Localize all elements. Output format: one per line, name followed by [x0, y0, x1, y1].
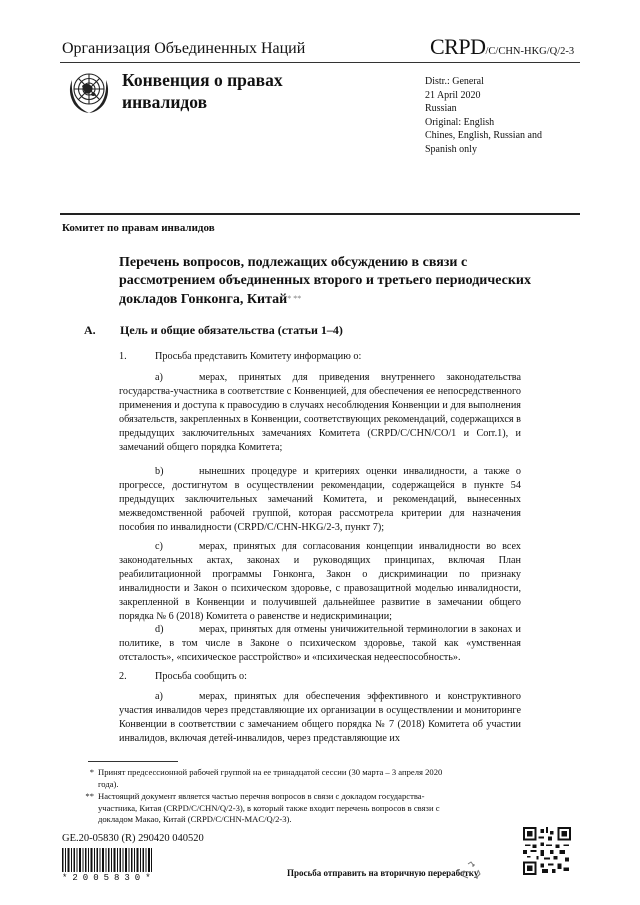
- un-emblem-icon: [64, 66, 114, 116]
- job-number: GE.20-05830 (R) 290420 040520: [62, 833, 204, 844]
- section-letter: A.: [84, 323, 96, 337]
- footnote-text: Настоящий документ является частью перечня вопросов в связи с докладом государства-участника, Китая (CRPD/C/CHN/Q/2-3), в который также входит перечень вопросов в связи с докладом Макао, Китай (CRPD/C/CHN-MAC/Q/2-3).: [98, 791, 440, 824]
- languages-line-2: Spanish only: [425, 143, 477, 155]
- symbol-suffix: /C/CHN-HKG/Q/2-3: [485, 46, 575, 57]
- barcode-number: *2005830*: [62, 873, 156, 883]
- subparagraph-text: мерах, принятых для согласования концепции инвалидности во всех законодательных актах, законах и руководящих принципах, включая План реабилитационной программы Гонконга, Закон о дискриминации по признаку инвалидности и Закон о психическом здоровье, с правозащитной моделью инвалидности, закрепленной в Конвенции и получившей дальнейшее развитие в замечании общего порядка № 6 (2018) Комитета о равенстве и недискриминации;: [119, 541, 521, 622]
- organization-name: Организация Объединенных Наций: [62, 40, 306, 57]
- treaty-body-name: Конвенция о правах инвалидов: [122, 70, 283, 112]
- distr-line: Distr.: General: [425, 76, 484, 87]
- subparagraph-2a: [119, 690, 521, 746]
- document-title: [119, 254, 539, 309]
- paragraph-1: [119, 350, 521, 364]
- subparagraph-letter: b): [155, 466, 164, 477]
- barcode-icon: [62, 848, 152, 872]
- title-footnote-marks: * **: [287, 294, 302, 303]
- subparagraph-letter: c): [155, 541, 163, 552]
- footnote-1: [89, 767, 443, 790]
- footnote-mark: *: [89, 767, 94, 777]
- section-heading: [84, 323, 343, 338]
- paragraph-number: 1.: [119, 351, 127, 362]
- subparagraph-letter: a): [155, 372, 163, 383]
- subparagraph-text: мерах, принятых для обеспечения эффективного и конструктивного участия инвалидов через представляющие их организации в осуществлении и мониторинге Конвенции в соответствии с замечанием общего порядка № 7 (2018) Комитета об участии инвалидов, включая детей-инвалидов, через представляющие их: [119, 691, 521, 744]
- footnote-text: Принят предсессионной рабочей группой на ее тринадцатой сессии (30 марта – 3 апреля 2020 года).: [98, 767, 443, 789]
- recycle-icon: [460, 860, 482, 882]
- paragraph-text: Просьба сообщить о:: [155, 671, 247, 682]
- subparagraph-text: мерах, принятых для отмены уничижительной терминологии в законах и политике, в том числе в Законе о психическом здоровье, такой как «умственная отсталость», «психическое расстройство» и «психическая недееспособность».: [119, 624, 521, 663]
- qr-code-icon: [523, 826, 571, 876]
- title-text: Перечень вопросов, подлежащих обсуждению в связи с рассмотрением объединенных второго и третьего периодических докладов Гонконга, Китай: [119, 255, 531, 307]
- language-line: Russian: [425, 103, 457, 114]
- header-rule: [60, 62, 580, 63]
- original-line: Original: English: [425, 116, 495, 128]
- footnote-rule: [88, 761, 178, 762]
- section-heading-text: Цель и общие обязательства (статьи 1–4): [120, 323, 343, 337]
- symbol-main: CRPD: [430, 34, 486, 59]
- committee-name: Комитет по правам инвалидов: [62, 222, 215, 234]
- document-symbol: [430, 34, 574, 60]
- subparagraph-letter: a): [155, 691, 163, 702]
- subparagraph-1c: [119, 540, 521, 624]
- paragraph-number: 2.: [119, 671, 127, 682]
- subparagraph-1a: [119, 371, 521, 455]
- subparagraph-text: нынешних процедуре и критериях оценки инвалидности, а также о прогрессе, достигнутом в осуществлении рекомендации, содержащейся в пункте 54 предыдущих заключительных замечаний Комитета, и рекомендаций, вынесенных межведомственной рабочей группой, которая рассмотрела критерии для назначения пособия по инвалидности (CRPD/C/CHN-HKG/2-3, пункт 7);: [119, 466, 521, 533]
- subparagraph-1d: [119, 623, 521, 665]
- section-rule: [60, 213, 580, 215]
- distribution-block: [425, 75, 585, 156]
- date-line: 21 April 2020: [425, 89, 481, 101]
- subparagraph-text: мерах, принятых для приведения внутреннего законодательства государства-участника в соответствие с Конвенцией, для обеспечения ее непосредственного применения и доступа к правосудию в случаях несоблюдения Конвенции и для выполнения обязательств, закрепленных в Конвенции, соответствующих рекомендаций, содержащихся в предыдущих заключительных замечаниях Комитета (CRPD/C/CHN/CO/1 и Corr.1), и замечаний общего порядка Комитета;: [119, 372, 521, 453]
- paragraph-text: Просьба представить Комитету информацию о:: [155, 351, 362, 362]
- paragraph-2: [119, 670, 521, 684]
- subparagraph-letter: d): [155, 624, 164, 635]
- languages-line: Chines, English, Russian and: [425, 130, 542, 141]
- footnote-mark: **: [85, 791, 94, 801]
- subparagraph-1b: [119, 465, 521, 535]
- recycle-notice: Просьба отправить на вторичную переработку: [287, 868, 479, 878]
- footnote-2: [85, 791, 443, 826]
